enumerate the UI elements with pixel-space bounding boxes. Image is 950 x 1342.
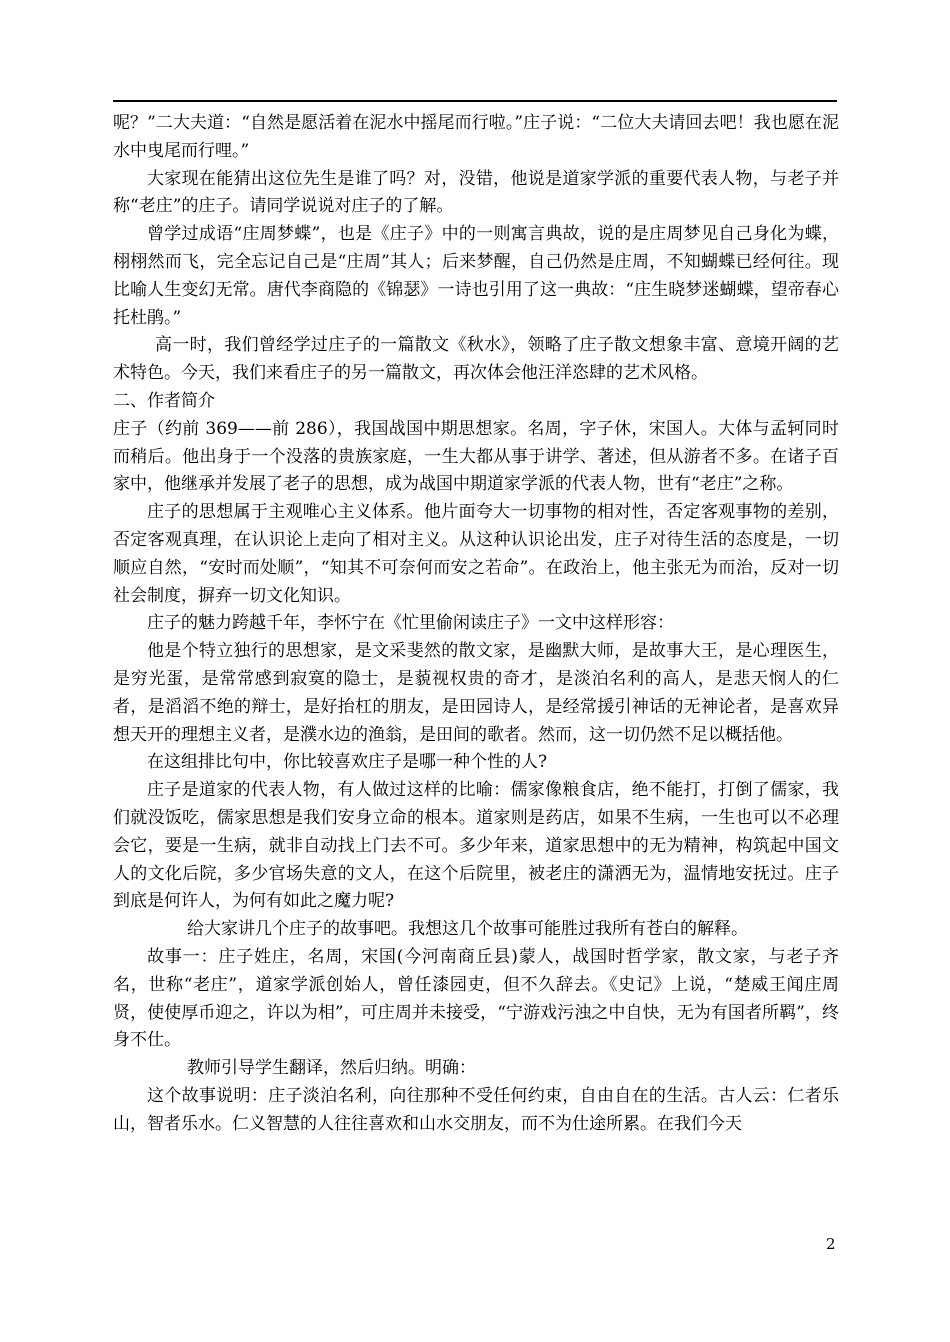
paragraph: 庄子的思想属于主观唯心主义体系。他片面夸大一切事物的相对性，否定客观事物的差别，否定客观真理，在认识论上走向了相对主义。从这种认识论出发，庄子对待生活的态度是，一切顺应自然，“安时而处顺”，“知其不可奈何而安之若命”。在政治上，他主张无为而治，反对一切社会制度，摒弃一切文化知识。 bbox=[113, 502, 839, 606]
paragraph: 教师引导学生翻译，然后归纳。明确： bbox=[187, 1058, 476, 1079]
paragraph: 在这组排比句中，你比较喜欢庄子是哪一种个性的人? bbox=[147, 752, 548, 773]
paragraph-continuation: 呢？”二大夫道：“自然是愿活着在泥水中摇尾而行啦。”庄子说：“二位大夫请回去吧！我也愿在泥水中曳尾而行哩。” bbox=[113, 113, 839, 161]
document-body bbox=[113, 110, 839, 1138]
paragraph: 这个故事说明：庄子淡泊名利，向往那种不受任何约束，自由自在的生活。古人云：仁者乐山，智者乐水。仁义智慧的人往往喜欢和山水交朋友，而不为仕途所累。在我们今天 bbox=[113, 1085, 839, 1134]
section-heading: 二、作者简介 bbox=[113, 390, 215, 411]
paragraph: 庄子的魅力跨越千年，李怀宁在《忙里偷闲读庄子》一文中这样形容： bbox=[147, 613, 674, 634]
paragraph: 故事一：庄子姓庄，名周，宋国(今河南商丘县)蒙人，战国时哲学家，散文家，与老子齐名，世称“老庄”，道家学派创始人，曾任漆园吏，但不久辞去。《史记》上说，“楚威王闻庄周贤，使使厚币迎之，许以为相”，可庄周并未接受，“宁游戏污浊之中自快，无为有国者所羁”，终身不仕。 bbox=[113, 946, 839, 1051]
paragraph: 给大家讲几个庄子的故事吧。我想这几个故事可能胜过我所有苍白的解释。 bbox=[187, 919, 748, 940]
paragraph: 曾学过成语“庄周梦蝶”，也是《庄子》中的一则寓言典故，说的是庄周梦见自己身化为蝶，栩栩然而飞，完全忘记自己是“庄周”其人；后来梦醒，自己仍然是庄周，不知蝴蝶已经何往。现比喻人生变幻无常。唐代李商隐的《锦瑟》一诗也引用了这一典故：“庄生晓梦迷蝴蝶，望帝春心托杜鹃。” bbox=[113, 224, 839, 328]
paragraph: 庄子（约前 369——前 286），我国战国中期思想家。名周，字子休，宋国人。大体与孟轲同时而稍后。他出身于一个没落的贵族家庭，一生大都从事于讲学、著述，但从游者不多。在诸子百家中，他继承并发展了老子的思想，成为战国中期道家学派的代表人物，世有“老庄”之称。 bbox=[113, 418, 839, 495]
paragraph: 大家现在能猜出这位先生是谁了吗？对，没错，他说是道家学派的重要代表人物，与老子并称“老庄”的庄子。请同学说说对庄子的了解。 bbox=[113, 168, 839, 217]
quote-paragraph: 他是个特立独行的思想家，是文采斐然的散文家，是幽默大师，是故事大王，是心理医生，是穷光蛋，是常常感到寂寞的隐士，是藐视权贵的奇才，是淡泊名利的高人，是悲天悯人的仁者，是滔滔不绝的辩士，是好抬杠的朋友，是田园诗人，是经常援引神话的无神论者，是喜欢异想天开的理想主义者，是濮水边的渔翁，是田间的歌者。然而，这一切仍然不足以概括他。 bbox=[113, 641, 839, 745]
paragraph: 高一时，我们曾经学过庄子的一篇散文《秋水》，领略了庄子散文想象丰富、意境开阔的艺术特色。今天，我们来看庄子的另一篇散文，再次体会他汪洋恣肆的艺术风格。 bbox=[113, 335, 839, 384]
paragraph: 庄子是道家的代表人物，有人做过这样的比喻：儒家像粮食店，绝不能打，打倒了儒家，我们就没饭吃，儒家思想是我们安身立命的根本。道家则是药店，如果不生病，一生也可以不必理会它，要是一生病，就非自动找上门去不可。多少年来，道家思想中的无为精神，构筑起中国文人的文化后院，多少官场失意的文人，在这个后院里，被老庄的潇洒无为，温情地安抚过。庄子到底是何许人，为何有如此之魔力呢? bbox=[113, 780, 839, 912]
header-rule bbox=[113, 100, 837, 102]
page-number: 2 bbox=[826, 1235, 836, 1253]
